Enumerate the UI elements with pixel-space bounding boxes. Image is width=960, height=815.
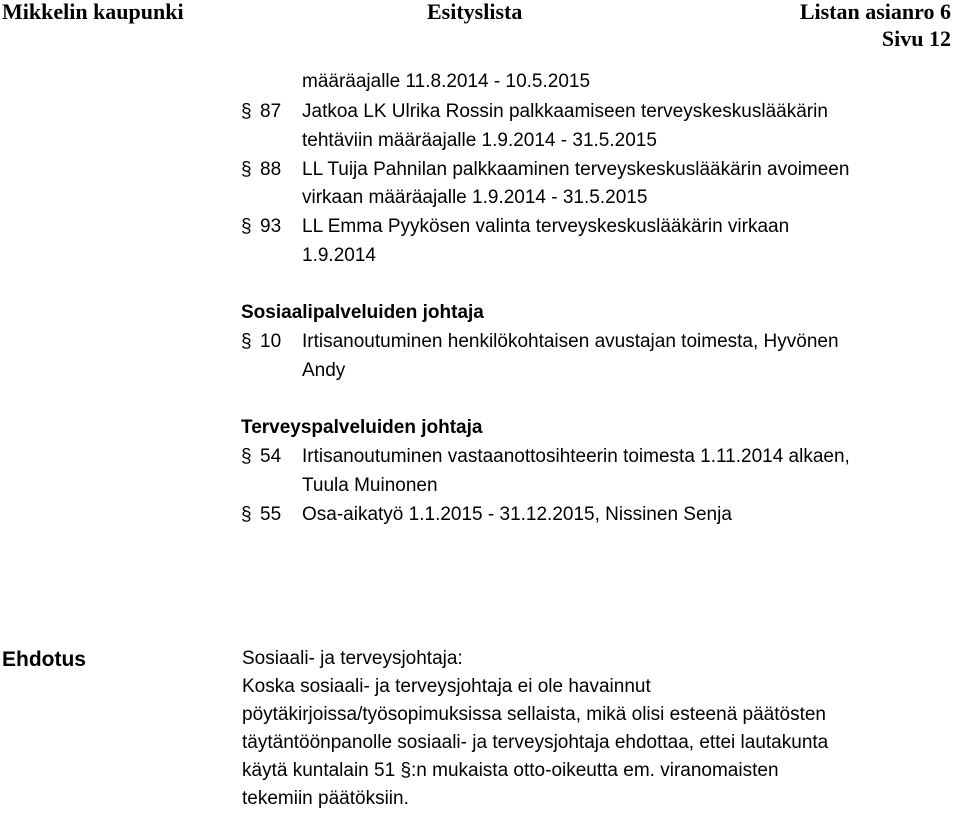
item-number: 55 bbox=[260, 504, 282, 525]
proposal-line: Sosiaali- ja terveysjohtaja: bbox=[242, 648, 463, 669]
page-header bbox=[0, 0, 960, 56]
item-text-line: 1.9.2014 bbox=[302, 245, 376, 266]
item-text-line: Irtisanoutuminen henkilökohtaisen avustajan toimesta, Hyvönen bbox=[302, 331, 839, 352]
item-text-line: Osa-aikatyö 1.1.2015 - 31.12.2015, Nissinen Senja bbox=[302, 504, 732, 525]
item-text-line: tehtäviin määräajalle 1.9.2014 - 31.5.2015 bbox=[302, 130, 657, 151]
page-number: Sivu 12 bbox=[881, 26, 951, 51]
proposal-line: pöytäkirjoissa/työsopimuksissa sellaista, mikä olisi esteenä päätösten bbox=[242, 704, 826, 725]
proposal-line: käytä kuntalain 51 §:n mukaista otto-oikeutta em. viranomaisten bbox=[242, 760, 779, 781]
proposal-body bbox=[242, 645, 942, 813]
section-sign: § bbox=[241, 331, 252, 352]
item-number: 54 bbox=[260, 446, 282, 467]
section-sign: § bbox=[241, 504, 252, 525]
continuation-line: määräajalle 11.8.2014 - 10.5.2015 bbox=[302, 71, 591, 92]
document-type: Esityslista bbox=[427, 0, 523, 24]
item-text-line: Jatkoa LK Ulrika Rossin palkkaamiseen terveyskeskuslääkärin bbox=[302, 101, 828, 122]
organization-name: Mikkelin kaupunki bbox=[2, 0, 184, 24]
item-text-line: LL Tuija Pahnilan palkkaaminen terveyskeskuslääkärin avoimeen bbox=[302, 159, 850, 180]
item-text-line: Tuula Muinonen bbox=[302, 475, 438, 496]
item-text-line: virkaan määräajalle 1.9.2014 - 31.5.2015 bbox=[302, 187, 648, 208]
section-title: Sosiaalipalveluiden johtaja bbox=[241, 302, 484, 323]
item-text-line: Irtisanoutuminen vastaanottosihteerin toimesta 1.11.2014 alkaen, bbox=[302, 446, 850, 467]
item-number: 10 bbox=[260, 331, 282, 352]
item-number: Listan asianro 6 bbox=[799, 0, 951, 24]
proposal-label: Ehdotus bbox=[2, 648, 86, 671]
section-title: Terveyspalveluiden johtaja bbox=[241, 417, 483, 438]
item-number: 87 bbox=[260, 101, 282, 122]
section-sign: § bbox=[241, 216, 252, 237]
proposal-line: Koska sosiaali- ja terveysjohtaja ei ole havainnut bbox=[242, 676, 651, 697]
item-number: 88 bbox=[260, 159, 282, 180]
proposal-line: täytäntöönpanolle sosiaali- ja terveysjohtaja ehdottaa, ettei lautakunta bbox=[242, 732, 829, 753]
item-text-line: Andy bbox=[302, 360, 346, 381]
section-sign: § bbox=[241, 446, 252, 467]
section-sign: § bbox=[241, 159, 252, 180]
section-sign: § bbox=[241, 101, 252, 122]
item-text-line: LL Emma Pyykösen valinta terveyskeskuslääkärin virkaan bbox=[302, 216, 790, 237]
proposal-line: tekemiin päätöksiin. bbox=[242, 788, 409, 809]
item-number: 93 bbox=[260, 216, 282, 237]
